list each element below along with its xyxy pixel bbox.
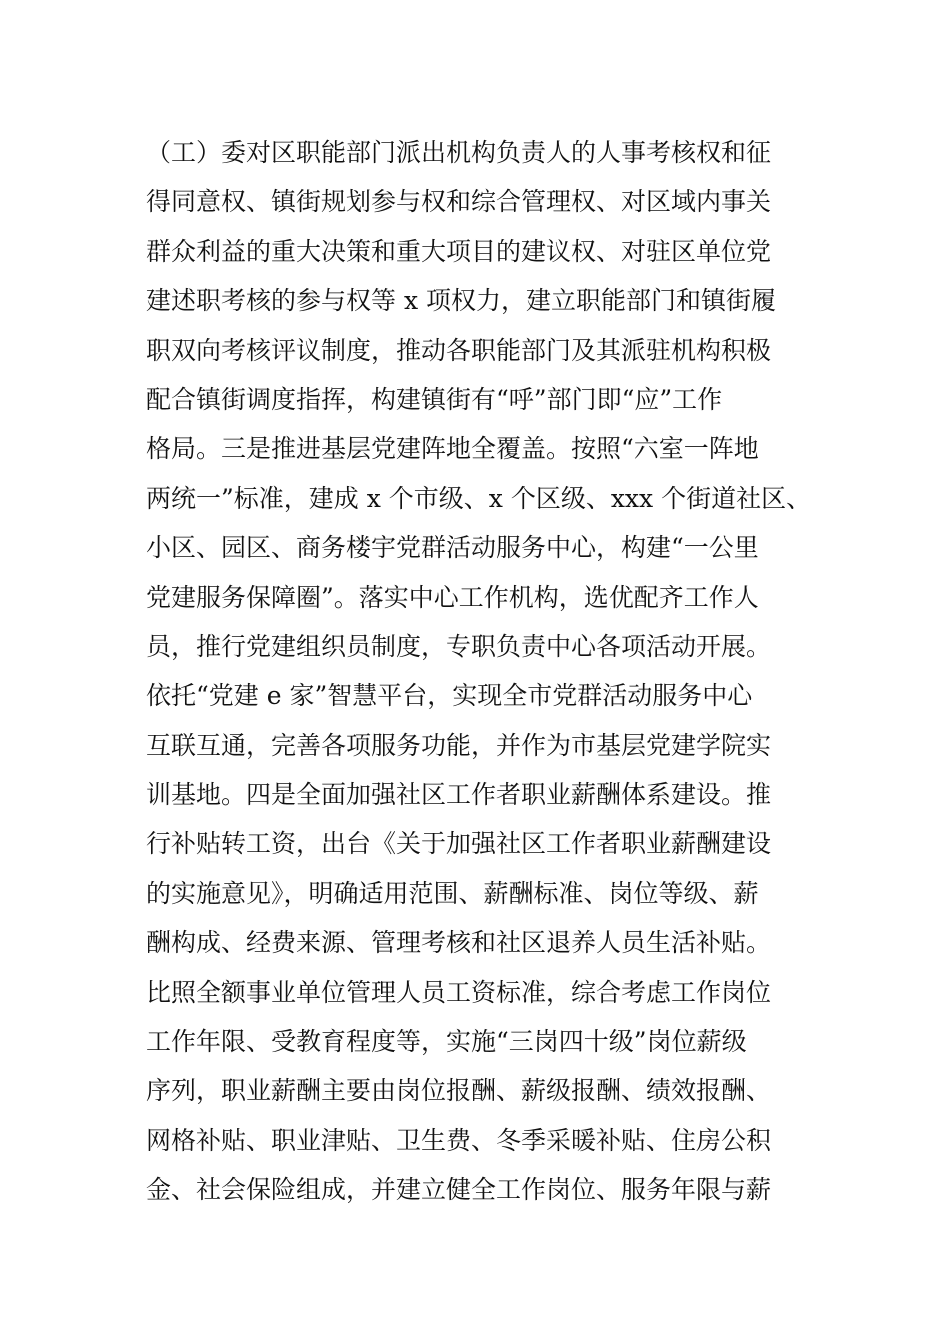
text-line-10: 党建服务保障圈”。落实中心工作机构，选优配齐工作人 bbox=[146, 582, 759, 612]
text-line-17: 酬构成、经费来源、管理考核和社区退养人员生活补贴。 bbox=[146, 928, 772, 958]
text-line-4: 建述职考核的参与权等 x 项权力，建立职能部门和镇街履 bbox=[146, 286, 776, 316]
text-line-3: 群众利益的重大决策和重大项目的建议权、对驻区单位党 bbox=[146, 236, 772, 266]
text-line-14: 训基地。四是全面加强社区工作者职业薪酬体系建设。推 bbox=[146, 780, 772, 810]
text-line-8: 两统一”标准，建成 x 个市级、x 个区级、xxx 个街道社区、 bbox=[146, 483, 812, 513]
text-line-19: 工作年限、受教育程度等，实施“三岗四十级”岗位薪级 bbox=[146, 1027, 747, 1057]
text-line-12: 依托“党建 e 家”智慧平台，实现全市党群活动服务中心 bbox=[146, 681, 753, 711]
text-line-22: 金、社会保险组成，并建立健全工作岗位、服务年限与薪 bbox=[146, 1175, 772, 1205]
text-line-16: 的实施意见》，明确适用范围、薪酬标准、岗位等级、薪 bbox=[146, 878, 759, 908]
text-line-18: 比照全额事业单位管理人员工资标准，综合考虑工作岗位 bbox=[146, 977, 772, 1007]
text-line-13: 互联互通，完善各项服务功能，并作为市基层党建学院实 bbox=[146, 730, 772, 760]
text-line-11: 员，推行党建组织员制度，专职负责中心各项活动开展。 bbox=[146, 631, 772, 661]
text-line-6: 配合镇街调度指挥，构建镇街有“呼”部门即“应”工作 bbox=[146, 384, 723, 414]
text-line-15: 行补贴转工资，出台《关于加强社区工作者职业薪酬建设 bbox=[146, 829, 772, 859]
text-line-9: 小区、园区、商务楼宇党群活动服务中心，构建“一公里 bbox=[146, 533, 759, 563]
text-line-2: 得同意权、镇街规划参与权和综合管理权、对区域内事关 bbox=[146, 187, 772, 217]
text-line-7: 格局。三是推进基层党建阵地全覆盖。按照“六室一阵地 bbox=[146, 434, 759, 464]
text-line-5: 职双向考核评议制度，推动各职能部门及其派驻机构积极 bbox=[146, 335, 772, 365]
text-line-1: （工）委对区职能部门派出机构负责人的人事考核权和征 bbox=[146, 138, 772, 167]
text-line-21: 网格补贴、职业津贴、卫生费、冬季采暖补贴、住房公积 bbox=[146, 1125, 772, 1155]
body-text bbox=[146, 128, 846, 1215]
text-line-20: 序列，职业薪酬主要由岗位报酬、薪级报酬、绩效报酬、 bbox=[146, 1076, 772, 1106]
